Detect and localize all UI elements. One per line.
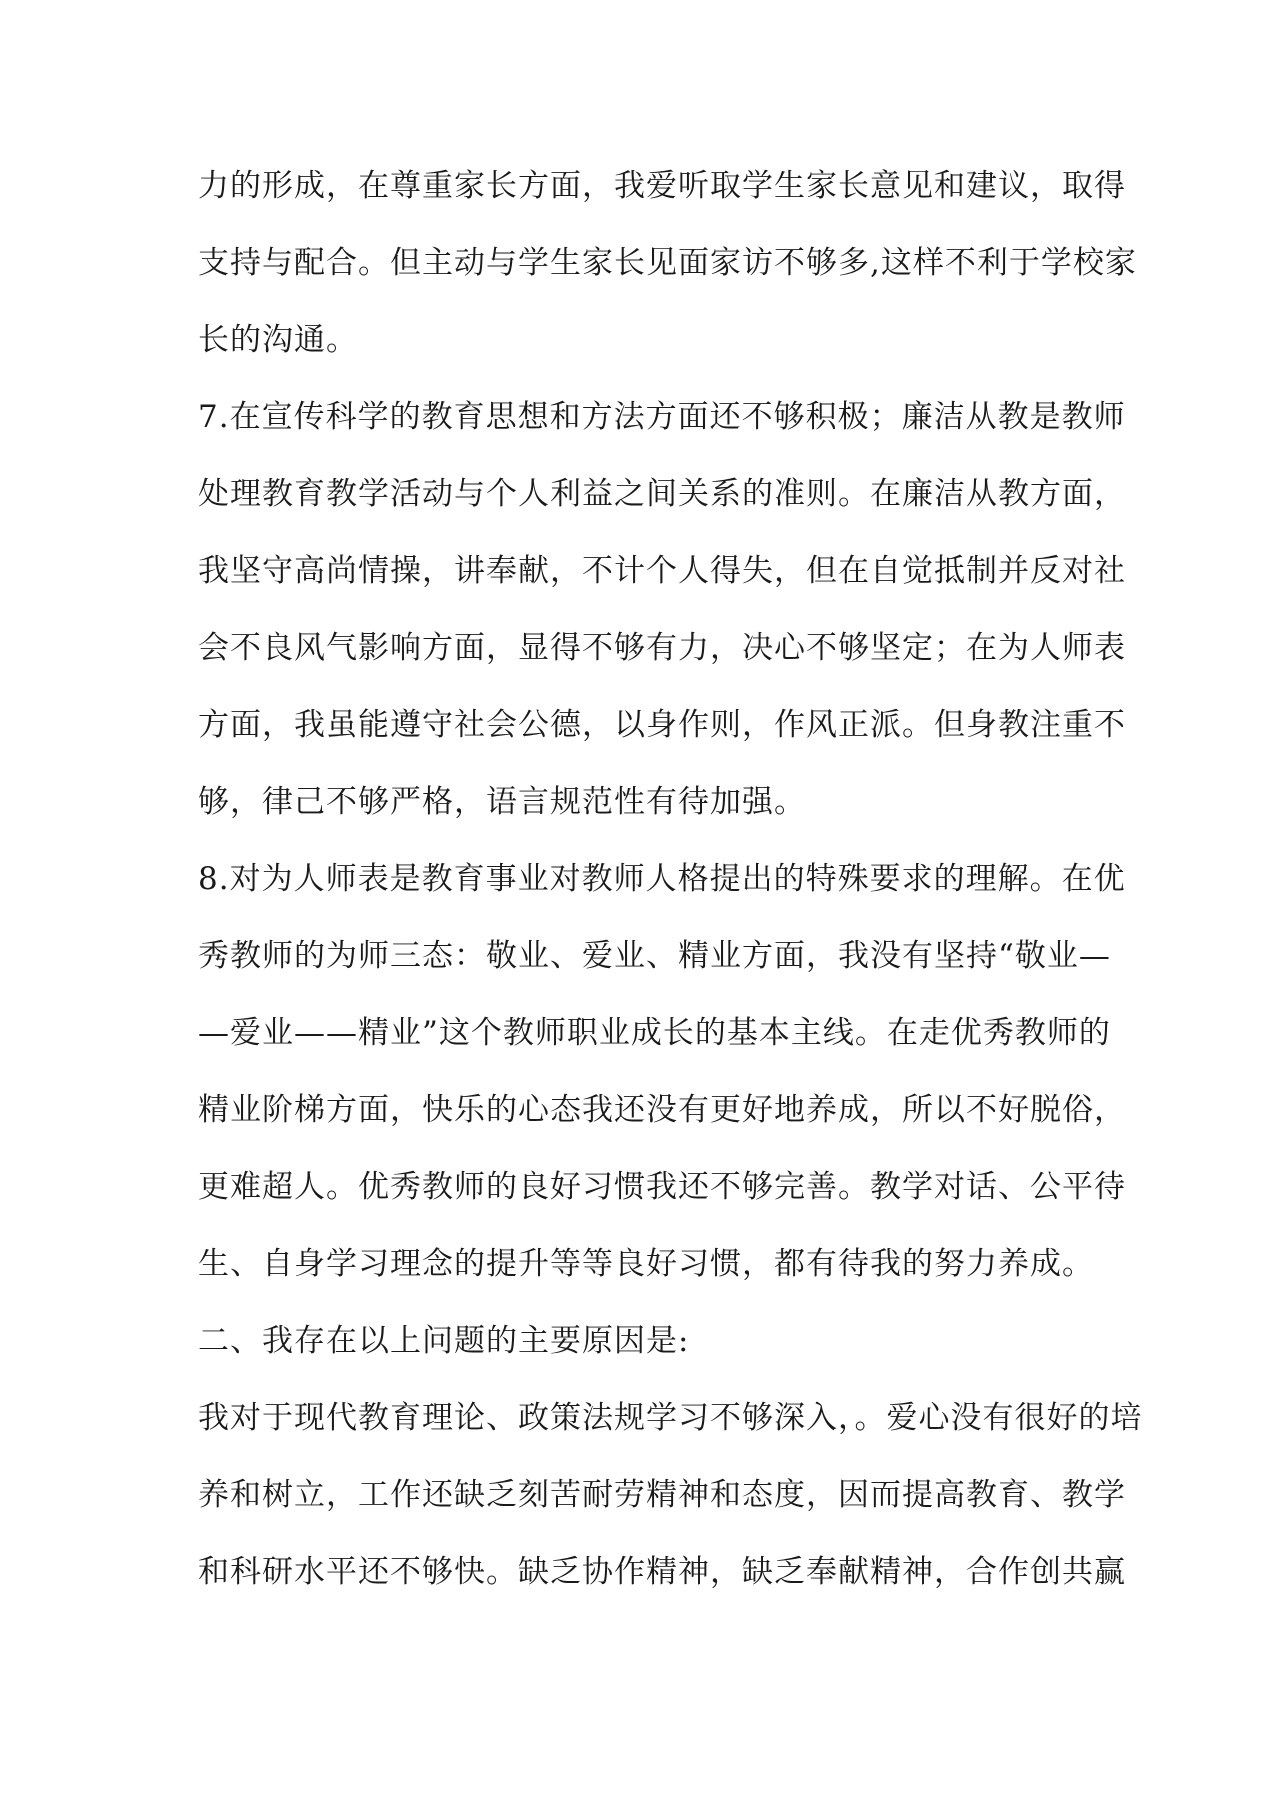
text-line: 长的沟通。 xyxy=(198,322,358,358)
text-line: 生、自身学习理念的提升等等良好习惯，都有待我的努力养成。 xyxy=(198,1246,1094,1282)
section-heading: 二、我存在以上问题的主要原因是: xyxy=(198,1323,690,1359)
text-line: 秀教师的为师三态：敬业、爱业、精业方面，我没有坚持“敬业— xyxy=(198,938,1111,974)
text-line: 会不良风气影响方面，显得不够有力，决心不够坚定；在为人师表 xyxy=(198,630,1126,666)
text-line: —爱业——精业”这个教师职业成长的基本主线。在走优秀教师的 xyxy=(198,1015,1111,1051)
text-line: 支持与配合。但主动与学生家长见面家访不够多,这样不利于学校家 xyxy=(198,245,1137,281)
document-body xyxy=(198,148,1143,1611)
text-line: 处理教育教学活动与个人利益之间关系的准则。在廉洁从教方面， xyxy=(198,476,1126,512)
text-line: 养和树立，工作还缺乏刻苦耐劳精神和态度，因而提高教育、教学 xyxy=(198,1477,1126,1513)
text-line: 力的形成，在尊重家长方面，我爱听取学生家长意见和建议，取得 xyxy=(198,168,1126,204)
text-line: 方面，我虽能遵守社会公德，以身作则，作风正派。但身教注重不 xyxy=(198,707,1126,743)
text-line: 更难超人。优秀教师的良好习惯我还不够完善。教学对话、公平待 xyxy=(198,1169,1126,1205)
text-line: 精业阶梯方面，快乐的心态我还没有更好地养成，所以不好脱俗， xyxy=(198,1092,1126,1128)
text-line: 够，律己不够严格，语言规范性有待加强。 xyxy=(198,784,806,820)
text-line: 8.对为人师表是教育事业对教师人格提出的特殊要求的理解。在优 xyxy=(198,861,1126,897)
text-line: 我坚守高尚情操，讲奉献，不计个人得失，但在自觉抵制并反对社 xyxy=(198,553,1126,589)
text-line: 7.在宣传科学的教育思想和方法方面还不够积极；廉洁从教是教师 xyxy=(198,399,1126,435)
text-line: 和科研水平还不够快。缺乏协作精神，缺乏奉献精神，合作创共赢 xyxy=(198,1554,1126,1590)
text-line: 我对于现代教育理论、政策法规学习不够深入，。爱心没有很好的培 xyxy=(198,1400,1143,1436)
